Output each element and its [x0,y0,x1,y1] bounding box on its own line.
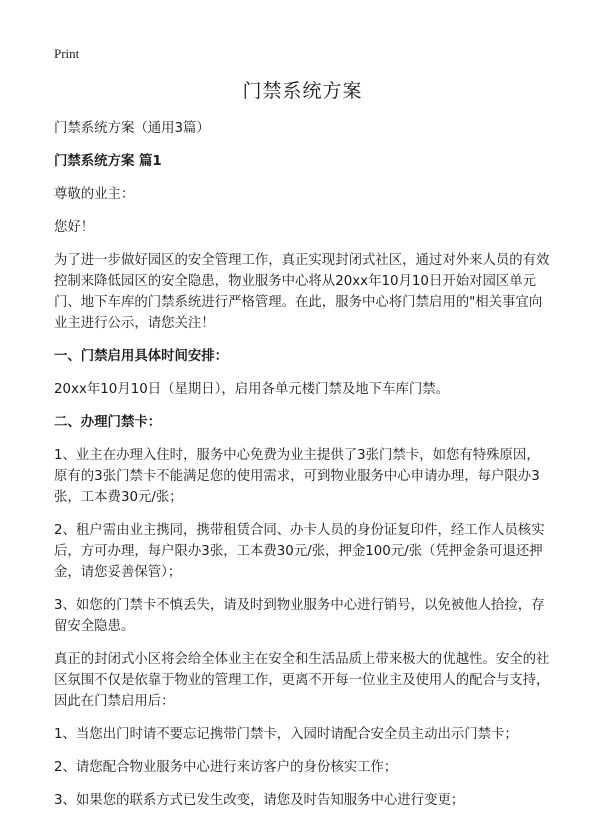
section1-text: 20xx年10月10日（星期日），启用各单元楼门禁及地下车库门禁。 [54,382,450,397]
document-body [54,76,551,823]
note-item: 1、当您出门时请不要忘记携带门禁卡，入园时请配合安全员主动出示门禁卡； [54,727,518,742]
note-item: 3、如果您的联系方式已发生改变，请您及时告知服务中心进行变更； [54,793,465,808]
closing-paragraph: 真正的封闭式小区将会给全体业主在安全和生活品质上带来极大的优越性。安全的社区氛围不仅是依靠于物业的管理工作，更离不开每一位业主及使用人的配合与支持，因此在门禁启用后： [54,652,550,709]
list-item: 3、如您的门禁卡不慎丢失，请及时到物业服务中心进行销号，以免被他人拾捡，存留安全隐患。 [54,598,545,634]
list-item: 2、租户需由业主携同，携带租赁合同、办卡人员的身份证复印件，经工作人员核实后，方可办理，每户限办3张，工本费30元/张，押金100元/张（凭押金条可退还押金，请您妥善保管）； [54,523,545,580]
intro-paragraph: 为了进一步做好园区的安全管理工作，真正实现封闭式社区，通过对外来人员的有效控制来降低园区的安全隐患，物业服务中心将从20xx年10月10日开始对园区单元门、地下车库的门禁系统进行严格管理。在此，服务中心将门禁启用的"相关事宜向业主进行公示，请您关注！ [54,253,550,331]
document-subtitle: 门禁系统方案（通用3篇） [54,121,210,136]
section2-heading: 二、办理门禁卡： [54,415,162,430]
greeting: 尊敬的业主： [54,187,135,202]
note-item: 2、请您配合物业服务中心进行来访客户的身份核实工作； [54,760,398,775]
print-link[interactable]: Print [54,46,80,61]
hello-text: 您好！ [54,220,95,235]
article-heading: 门禁系统方案 篇1 [54,154,162,169]
section1-heading: 一、门禁启用具体时间安排： [54,349,229,364]
document-title: 门禁系统方案 [242,80,363,102]
list-item: 1、业主在办理入住时，服务中心免费为业主提供了3张门禁卡，如您有特殊原因，原有的3张门禁卡不能满足您的使用需求，可到物业服务中心申请办理，每户限办3张，工本费30元/张； [54,448,540,505]
